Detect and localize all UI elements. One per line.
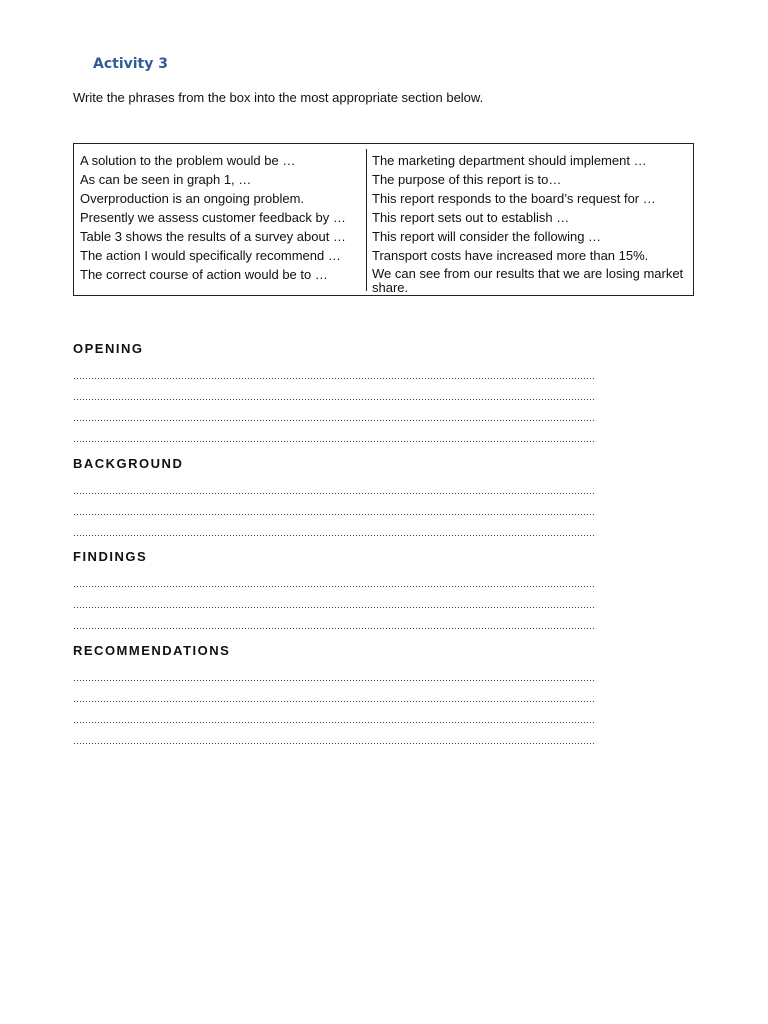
- answer-line[interactable]: [73, 477, 596, 498]
- section-heading: OPENING: [73, 341, 144, 356]
- answer-line[interactable]: [73, 706, 596, 727]
- phrase-item: The action I would specifically recommend …: [80, 248, 341, 263]
- phrase-item: Transport costs have increased more than 15%.: [372, 248, 649, 263]
- section-recommendations: [73, 643, 596, 748]
- instruction-text: Write the phrases from the box into the most appropriate section below.: [73, 90, 484, 105]
- answer-line[interactable]: [73, 362, 596, 383]
- phrase-item: The marketing department should implement …: [372, 153, 647, 168]
- phrase-item: This report responds to the board’s request for …: [372, 191, 656, 206]
- answer-line[interactable]: [73, 383, 596, 404]
- phrase-item: The purpose of this report is to…: [372, 172, 562, 187]
- phrase-item: This report sets out to establish …: [372, 210, 570, 225]
- answer-line[interactable]: [73, 519, 596, 540]
- phrase-item: We can see from our results that we are losing market share.: [372, 266, 684, 295]
- answer-line[interactable]: [73, 664, 596, 685]
- phrase-column-left: [80, 151, 365, 284]
- section-heading: FINDINGS: [73, 549, 148, 564]
- section-background: [73, 456, 596, 540]
- section-findings: [73, 549, 596, 633]
- answer-line[interactable]: [73, 498, 596, 519]
- answer-line[interactable]: [73, 591, 596, 612]
- activity-title: Activity 3: [93, 56, 168, 72]
- section-heading: RECOMMENDATIONS: [73, 643, 231, 658]
- phrase-item: The correct course of action would be to …: [80, 267, 328, 282]
- phrase-item: Overproduction is an ongoing problem.: [80, 191, 305, 206]
- answer-line[interactable]: [73, 425, 596, 446]
- phrase-item: This report will consider the following …: [372, 229, 602, 244]
- phrase-item: Presently we assess customer feedback by …: [80, 210, 346, 225]
- phrase-item: A solution to the problem would be …: [80, 153, 296, 168]
- column-divider: [366, 149, 367, 291]
- answer-line[interactable]: [73, 685, 596, 706]
- answer-line[interactable]: [73, 612, 596, 633]
- section-heading: BACKGROUND: [73, 456, 184, 471]
- answer-line[interactable]: [73, 404, 596, 425]
- phrase-column-right: [372, 151, 690, 295]
- answer-line[interactable]: [73, 570, 596, 591]
- phrase-box: [73, 143, 694, 296]
- phrase-item: As can be seen in graph 1, …: [80, 172, 252, 187]
- answer-line[interactable]: [73, 727, 596, 748]
- section-opening: [73, 341, 596, 446]
- phrase-item: Table 3 shows the results of a survey about …: [80, 229, 346, 244]
